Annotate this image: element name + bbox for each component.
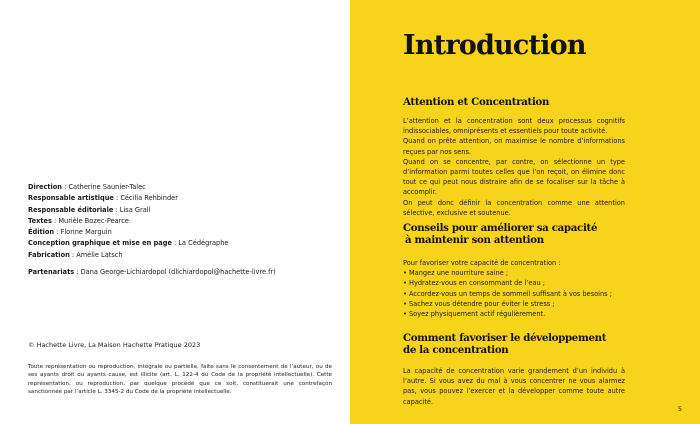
credit-row: Responsable artistique : Cécilia Rehbinder bbox=[28, 194, 178, 203]
heading-line: de la concentration bbox=[403, 344, 509, 356]
list-item: • Sachez vous détendre pour éviter le stress ; bbox=[403, 299, 555, 308]
section-body-development: La capacité de concentration varie grandement d’un individu à l’autre. Si vous avez du mal à vous concentrer ne vous alarmez pas, vous pouvez l’exercer et la développer comme toute autre capacité. bbox=[403, 367, 625, 406]
paragraph: Quand on prête attention, on maximise le nombre d’informations reçues par nos sens. bbox=[403, 137, 625, 156]
section-body-attention bbox=[403, 116, 625, 218]
list-item: • Soyez physiquement actif régulièrement. bbox=[403, 310, 546, 319]
credit-row: Textes : Murièle Bozec-Pearce bbox=[28, 216, 129, 225]
page-title: Introduction bbox=[403, 30, 586, 61]
heading-line: Comment favoriser le développement bbox=[403, 332, 607, 344]
section-heading-development bbox=[403, 332, 606, 356]
legal-notice: Toute représentation ou reproduction, intégrale ou partielle, faite sans le consentement de l’auteur, ou de ses ayants droit ou ayants cause, est illicite (art. L. 122-4 du Code de la propriété intellectuelle). Cette représentation, ou reproduction, par quelque procédé que ce soit, constituerait une contrefaçon sanctionnée par l’article L. 3345-2 du Code de la propriété intellectuelle. bbox=[28, 364, 332, 396]
credit-row: Responsable éditoriale : Lisa Grall bbox=[28, 205, 151, 214]
tips-list bbox=[403, 258, 625, 319]
credit-row: Conception graphique et mise en page : La Cédégraphe bbox=[28, 239, 229, 248]
list-item: • Accordez-vous un temps de sommeil suffisant à vos besoins ; bbox=[403, 289, 612, 298]
list-item: • Mangez une nourriture saine ; bbox=[403, 269, 509, 278]
credit-row: Édition : Florine Marguin bbox=[28, 228, 112, 237]
paragraph: Quand on se concentre, par contre, on sélectionne un type d’information parmi toutes celles que l’on reçoit, on élimine donc tout ce qui peut nous distraire afin de se focaliser sur la tâche à accomplir. bbox=[403, 157, 625, 197]
list-intro: Pour favoriser votre capacité de concentration : bbox=[403, 259, 561, 267]
paragraph: On peut donc définir la concentration comme une attention sélective, exclusive et soutenue. bbox=[403, 198, 625, 217]
credit-row-partnerships: Partenariats : Dana George-Lichiardopol (dlichiardopol@hachette-livre.fr) bbox=[28, 268, 276, 277]
paragraph: L’attention et la concentration sont deux processus cognitifs indissociables, omniprésents et essentiels pour toute activité. bbox=[403, 117, 625, 136]
list-item: • Hydratez-vous en consommant de l’eau ; bbox=[403, 279, 545, 288]
page-number: 5 bbox=[678, 406, 682, 413]
credit-row: Direction : Catherine Saunier-Talec bbox=[28, 183, 146, 191]
section-heading-attention: Attention et Concentration bbox=[403, 96, 550, 108]
heading-line: à maintenir son attention bbox=[405, 234, 544, 246]
credits-block bbox=[28, 182, 328, 278]
heading-line: Conseils pour améliorer sa capacité bbox=[403, 222, 598, 234]
credit-row: Fabrication : Amélie Latsch bbox=[28, 250, 123, 259]
copyright-notice: © Hachette Livre, La Maison Hachette Pratique 2023 bbox=[28, 341, 201, 349]
section-heading-tips bbox=[403, 222, 597, 246]
